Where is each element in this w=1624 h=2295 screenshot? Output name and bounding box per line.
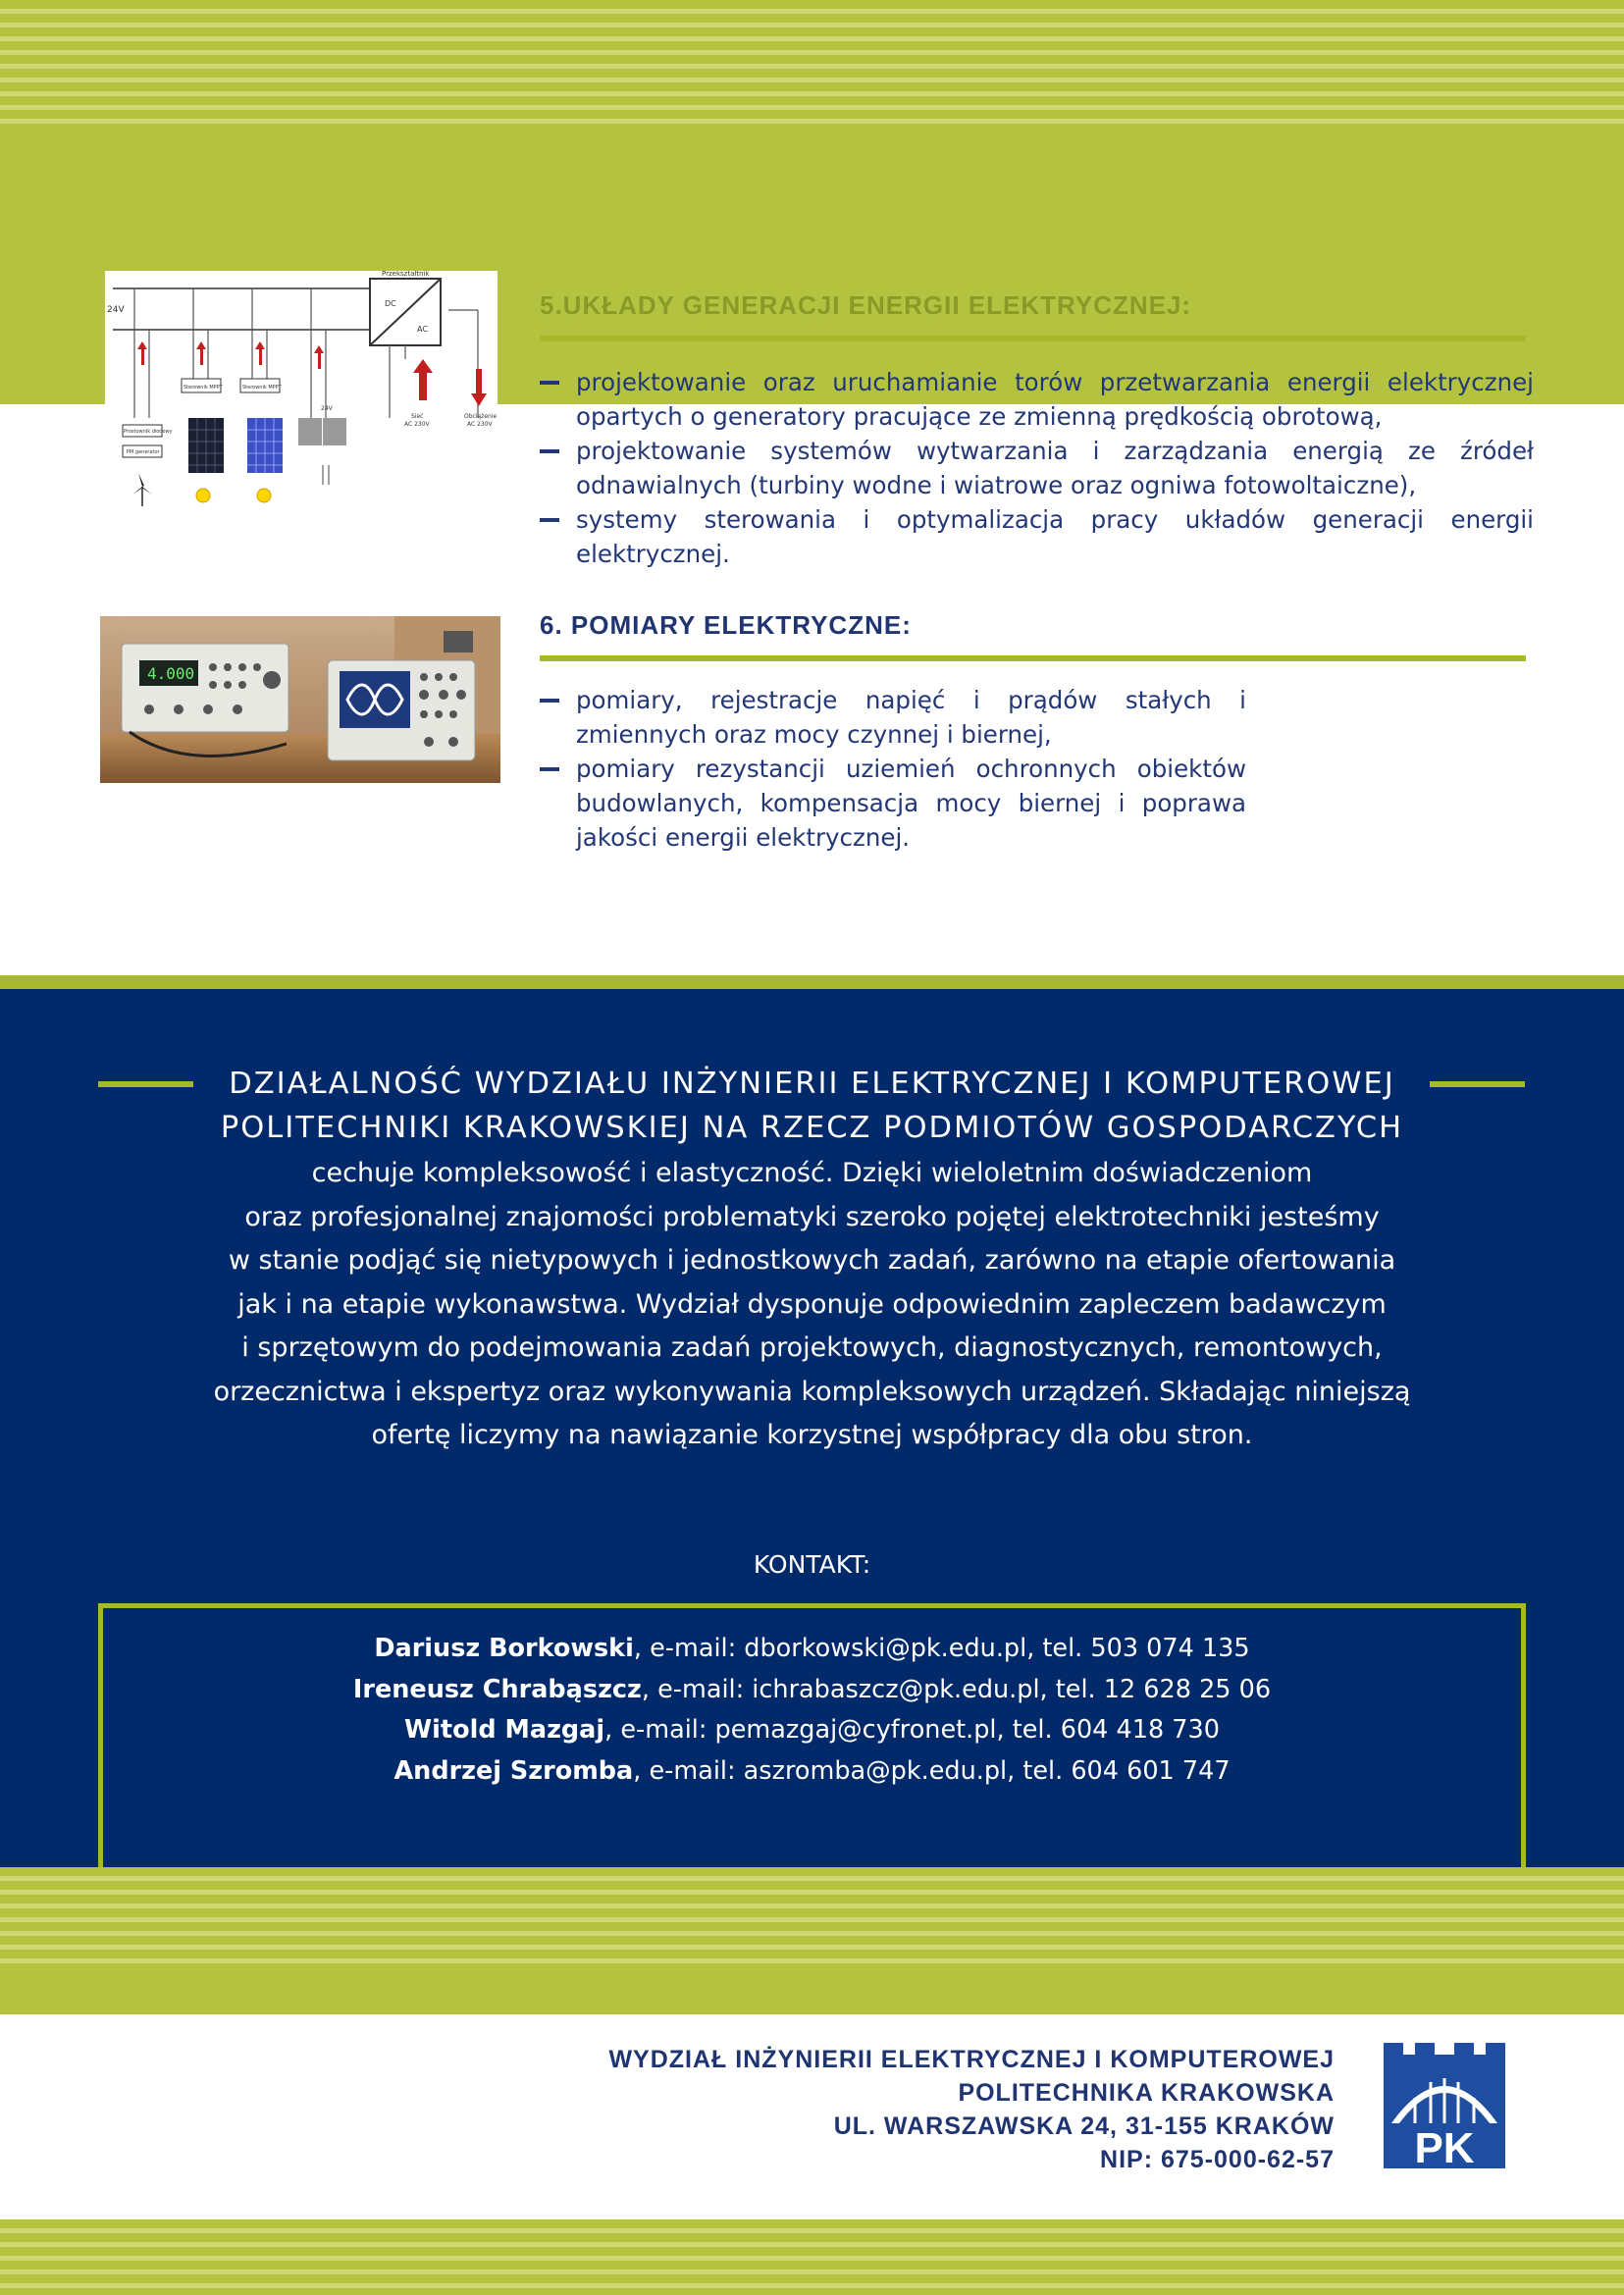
about-paragraph: [0, 1152, 1624, 1458]
generator-display: 4.000: [147, 664, 195, 683]
contact-list: [0, 1629, 1624, 1792]
contact-details[interactable]: , e-mail: aszromba@pk.edu.pl, tel. 604 601 747: [633, 1755, 1231, 1786]
navy-top-border: [0, 975, 1624, 989]
mppt-label-1: Sterownik MPPT: [183, 385, 223, 391]
list-item: systemy sterowania i optymalizacja pracy układów generacji energii elektrycznej.: [540, 502, 1534, 571]
about-line: oraz profesjonalnej znajomości problematyki szeroko pojętej elektrotechniki jesteśmy: [244, 1201, 1380, 1232]
contact-name: Witold Mazgaj: [404, 1715, 605, 1745]
logo-text: PK: [1414, 2124, 1475, 2170]
about-line: jak i na etapie wykonawstwa. Wydział dysponuje odpowiednim zapleczem badawczym: [237, 1288, 1387, 1320]
pm-generator-label: PM generator: [127, 449, 160, 455]
grid-voltage: AC 230V: [404, 421, 430, 428]
contact-person: [0, 1710, 1624, 1751]
section5-title: 5.UKŁADY GENERACJI ENERGII ELEKTRYCZNEJ:: [540, 290, 1192, 320]
converter-label: Przekształtnik: [382, 271, 430, 278]
contact-person: [0, 1751, 1624, 1793]
about-line: orzecznictwa i ekspertyz oraz wykonywania kompleksowych urządzeń. Składając niniejszą: [213, 1376, 1411, 1407]
energy-generation-diagram: [105, 271, 498, 509]
contact-name: Andrzej Szromba: [393, 1755, 634, 1786]
list-item: projektowanie systemów wytwarzania i zarządzania energią ze źródeł odnawialnych (turbiny wodne i wiatrowe oraz ogniwa fotowoltaiczne),: [540, 434, 1534, 502]
contact-details[interactable]: , e-mail: dborkowski@pk.edu.pl, tel. 503 074 135: [633, 1634, 1250, 1663]
grid-label: Sieć: [411, 413, 424, 420]
load-label: Obciążenie: [464, 413, 498, 420]
list-item: pomiary rezystancji uziemień ochronnych obiektów budowlanych, kompensacja mocy biernej i poprawa jakości energii elektrycznej.: [540, 752, 1246, 855]
top-stripes: [0, 0, 1624, 128]
contact-name: Ireneusz Chrabąszcz: [352, 1674, 642, 1704]
footer-nip: NIP: 675-000-62-57: [1100, 2146, 1335, 2173]
measurement-equipment-photo: [100, 616, 500, 783]
rectifier-label: Prostownik diodowy: [124, 429, 173, 435]
footer-street: UL. WARSZAWSKA 24, 31-155 KRAKÓW: [833, 2112, 1335, 2140]
converter-ac-label: AC: [417, 325, 428, 334]
contact-person: [0, 1629, 1624, 1670]
footer-university: POLITECHNIKA KRAKOWSKA: [958, 2079, 1335, 2107]
about-line: cechuje kompleksowość i elastyczność. Dzięki wieloletnim doświadczeniom: [311, 1158, 1313, 1188]
about-heading-1: DZIAŁALNOŚĆ WYDZIAŁU INŻYNIERII ELEKTRYCZNEJ I KOMPUTEROWEJ: [229, 1067, 1395, 1101]
section5-list: [540, 365, 1534, 571]
footer-faculty: WYDZIAŁ INŻYNIERII ELEKTRYCZNEJ I KOMPUTEROWEJ: [608, 2046, 1335, 2073]
about-heading-2: POLITECHNIKI KRAKOWSKIEJ NA RZECZ PODMIOTÓW GOSPODARCZYCH: [220, 1111, 1404, 1145]
mppt-label-2: Sterownik MPPT: [242, 385, 282, 391]
section6-rule: [540, 655, 1526, 661]
bottom-stripes: [0, 1867, 1624, 1965]
list-item: projektowanie oraz uruchamianie torów przetwarzania energii elektrycznej opartych o generatory pracujące ze zmienną prędkością obrotową,: [540, 365, 1534, 434]
section6-list: [540, 683, 1246, 855]
section6-title: 6. POMIARY ELEKTRYCZNE:: [540, 610, 912, 640]
contact-name: Dariusz Borkowski: [374, 1634, 634, 1663]
load-voltage: AC 230V: [467, 421, 493, 428]
converter-dc-label: DC: [385, 299, 396, 308]
contact-person: [0, 1670, 1624, 1711]
pk-logo: [1382, 2041, 1507, 2170]
footer-stripes: [0, 2219, 1624, 2295]
contact-details[interactable]: , e-mail: ichrabaszcz@pk.edu.pl, tel. 12 628 25 06: [641, 1674, 1272, 1704]
about-line: i sprzętowym do podejmowania zadań projektowych, diagnostycznych, remontowych,: [241, 1332, 1383, 1363]
footer-address: [608, 2043, 1335, 2176]
section5-rule: [540, 336, 1526, 341]
list-item: pomiary, rejestracje napięć i prądów stałych i zmiennych oraz mocy czynnej i biernej,: [540, 683, 1246, 752]
about-line: ofertę liczymy na nawiązanie korzystnej współpracy dla obu stron.: [371, 1420, 1253, 1450]
bus-voltage-label: 24V: [107, 305, 125, 315]
about-line: w stanie podjąć się nietypowych i jednostkowych zadań, zarówno na etapie ofertowania: [228, 1245, 1396, 1276]
contact-details[interactable]: , e-mail: pemazgaj@cyfronet.pl, tel. 604 418 730: [604, 1715, 1220, 1745]
contact-label: KONTAKT:: [753, 1550, 871, 1579]
bottom-green-band: [0, 1965, 1624, 2014]
battery-voltage-label: 24V: [321, 405, 333, 412]
